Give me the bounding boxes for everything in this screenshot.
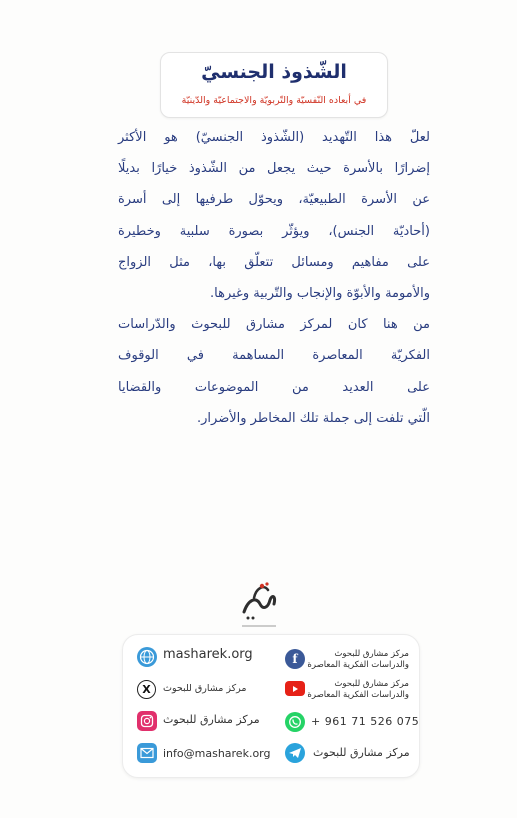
blurb-line: لعلّ هذا التّهديد (الشّذوذ الجنسيّ) هو الأكثر bbox=[118, 130, 430, 145]
facebook-icon: f bbox=[285, 649, 305, 669]
globe-icon bbox=[137, 647, 157, 667]
website-link[interactable]: masharek.org bbox=[163, 647, 253, 662]
telegram-handle[interactable]: مركز مشارق للبحوث bbox=[313, 746, 410, 759]
blurb-line: (أحاديّة الجنس)، ويؤثّر بصورة سلبية وخطيرة bbox=[118, 223, 430, 239]
blurb-line: عن الأسرة الطبيعيّة، ويحوّل طرفيها إلى أسرة bbox=[118, 192, 430, 208]
blurb-line: إضرارًا بالأسرة حيث يجعل من الشّذوذ خيارًا بديلًا bbox=[118, 161, 430, 177]
email-link[interactable]: info@masharek.org bbox=[163, 747, 271, 760]
youtube-icon bbox=[285, 681, 305, 696]
book-title: الشّذوذ الجنسيّ bbox=[201, 61, 347, 83]
masharek-logo bbox=[236, 578, 282, 630]
instagram-icon bbox=[137, 711, 157, 731]
blurb-line: من هنا كان لمركز مشارق للبحوث والدّراسات bbox=[118, 317, 430, 333]
facebook-line1[interactable]: مركز مشارق للبحوث bbox=[334, 649, 409, 659]
facebook-line2[interactable]: والدراسات الفكرية المعاصرة bbox=[307, 660, 409, 670]
blurb-line: على العديد من الموضوعات والقضايا bbox=[118, 379, 430, 395]
youtube-line1[interactable]: مركز مشارق للبحوث bbox=[334, 679, 409, 689]
whatsapp-icon bbox=[285, 712, 305, 732]
blurb-line: الّتي تلفت إلى جملة تلك المخاطر والأضرار. bbox=[197, 410, 430, 426]
blurb-paragraph bbox=[118, 122, 430, 434]
book-subtitle: في أبعاده النّفسيّة والتّربويّة والاجتماعيّة والدّينيّة bbox=[181, 95, 367, 106]
youtube-line2[interactable]: والدراسات الفكرية المعاصرة bbox=[307, 690, 409, 700]
whatsapp-number[interactable]: + 961 71 526 075 bbox=[311, 715, 420, 728]
x-icon: X bbox=[137, 680, 156, 699]
blurb-line: والأمومة والأبوّة والإنجاب والتّربية وغيرها. bbox=[210, 286, 430, 302]
blurb-line: الفكريّة المعاصرة المساهمة في الوقوف bbox=[118, 348, 430, 364]
contact-box bbox=[122, 634, 420, 778]
email-icon bbox=[137, 743, 157, 763]
blurb-line: على مفاهيم ومسائل تتعلّق بها، مثل الزواج bbox=[118, 254, 430, 270]
x-handle[interactable]: مركز مشارق للبحوث bbox=[163, 683, 247, 694]
title-box bbox=[160, 52, 388, 118]
instagram-handle[interactable]: مركز مشارق للبحوث bbox=[163, 713, 260, 726]
telegram-icon bbox=[285, 743, 305, 763]
